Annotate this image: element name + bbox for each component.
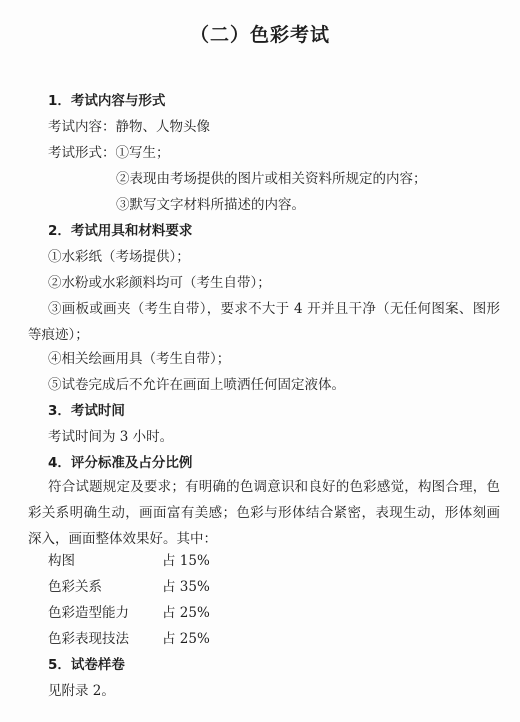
material-item-3: ③画板或画夹（考生自带），要求不大于 4 开并且干净（无任何图案、图形等痕迹）； bbox=[28, 301, 500, 343]
material-item-4: ④相关绘画用具（考生自带）； bbox=[48, 351, 231, 367]
exam-form-label: 考试形式： bbox=[48, 145, 116, 161]
section-3-heading: 3．考试时间 bbox=[48, 403, 125, 419]
score-row bbox=[48, 604, 210, 622]
score-value: 占 25% bbox=[162, 605, 210, 621]
section-2-heading: 2．考试用具和材料要求 bbox=[48, 223, 193, 239]
section-4-heading: 4．评分标准及占分比例 bbox=[48, 455, 193, 471]
exam-time-text: 考试时间为 3 小时。 bbox=[48, 429, 174, 445]
score-label: 色彩表现技法 bbox=[48, 631, 129, 647]
score-row bbox=[48, 578, 210, 596]
score-label: 色彩造型能力 bbox=[48, 605, 129, 621]
material-item-1: ①水彩纸（考场提供）； bbox=[48, 249, 190, 265]
score-label: 色彩关系 bbox=[48, 579, 102, 595]
score-value: 占 15% bbox=[162, 553, 210, 569]
exam-form-item-1: ①写生； bbox=[115, 145, 170, 161]
score-row bbox=[48, 630, 210, 648]
exam-content-line: 考试内容：静物、人物头像 bbox=[48, 119, 210, 135]
page-title: （二）色彩考试 bbox=[189, 24, 330, 46]
section-5-heading: 5．试卷样卷 bbox=[48, 657, 125, 673]
exam-form-item-2: ②表现由考场提供的图片或相关资料所规定的内容； bbox=[116, 171, 427, 187]
exam-form-line bbox=[48, 144, 170, 162]
score-row bbox=[48, 552, 210, 570]
section-1-heading: 1．考试内容与形式 bbox=[48, 93, 166, 109]
grading-criteria-paragraph: 符合试题规定及要求；有明确的色调意识和良好的色彩感觉，构图合理，色彩关系明确生动，画面富有美感；色彩与形体结合紧密，表现生动，形体刻画深入，画面整体效果好。其中： bbox=[28, 479, 500, 547]
sample-paper-text: 见附录 2。 bbox=[48, 683, 115, 699]
score-label: 构图 bbox=[48, 553, 75, 569]
score-value: 占 35% bbox=[162, 579, 210, 595]
score-value: 占 25% bbox=[162, 631, 210, 647]
exam-form-item-3: ③默写文字材料所描述的内容。 bbox=[116, 197, 305, 213]
material-item-2: ②水粉或水彩颜料均可（考生自带）； bbox=[48, 275, 271, 291]
material-item-5: ⑤试卷完成后不允许在画面上喷洒任何固定液体。 bbox=[48, 377, 345, 393]
